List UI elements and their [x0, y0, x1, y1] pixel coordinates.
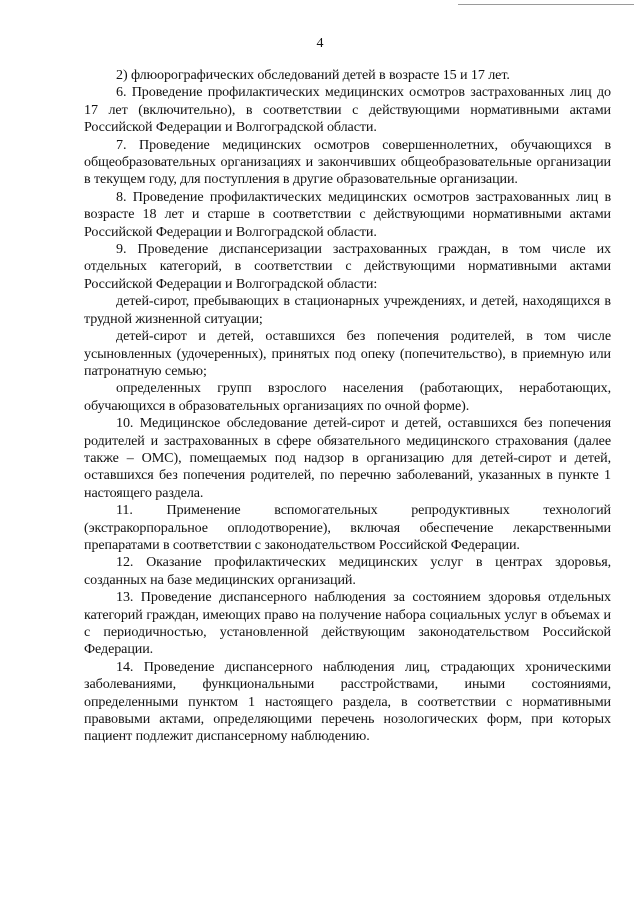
- paragraph-item-14: 14. Проведение диспансерного наблюдения лиц, страдающих хроническими заболеваниями, функциональными расстройствами, иными состояниями, определенными пунктом 1 настоящего раздела, в соответствии с нормативными правовыми актами, определяющими перечень нозологических форм, при которых пациент подлежит диспансерному наблюдению.: [84, 658, 611, 745]
- paragraph-item-9-adults: определенных групп взрослого населения (работающих, неработающих, обучающихся в образовательных организациях по очной форме).: [84, 380, 611, 414]
- paragraph-item-9: 9. Проведение диспансеризации застрахованных граждан, в том числе их отдельных категорий, в соответствии с действующими нормативными актами Российской Федерации и Волгоградской области:: [84, 241, 611, 292]
- paragraph-item-9-adopted: детей-сирот и детей, оставшихся без попечения родителей, в том числе усыновленных (удочеренных), принятых под опеку (попечительство), в приемную или патронатную семью;: [84, 328, 611, 379]
- paragraph-item-9-orphans: детей-сирот, пребывающих в стационарных учреждениях, и детей, находящихся в трудной жизненной ситуации;: [84, 293, 611, 327]
- header-rule: [458, 4, 634, 5]
- paragraph-item-12: 12. Оказание профилактических медицинских услуг в центрах здоровья, созданных на базе медицинских организаций.: [84, 554, 611, 588]
- paragraph-item-7: 7. Проведение медицинских осмотров совершеннолетних, обучающихся в общеобразовательных организациях и закончивших общеобразовательные организации в текущем году, для поступления в другие образовательные организации.: [84, 136, 611, 188]
- paragraph-fluorography: 2) флюорографических обследований детей в возрасте 15 и 17 лет.: [116, 67, 510, 83]
- paragraph-item-6: 6. Проведение профилактических медицинских осмотров застрахованных лиц до 17 лет (включительно), в соответствии с действующими нормативными актами Российской Федерации и Волгоградской области.: [84, 84, 611, 136]
- paragraph-item-8: 8. Проведение профилактических медицинских осмотров застрахованных лиц в возрасте 18 лет и старше в соответствии с действующими нормативными актами Российской Федерации и Волгоградской области.: [84, 188, 611, 240]
- paragraph-item-10: 10. Медицинское обследование детей-сирот и детей, оставшихся без попечения родителей и застрахованных в сфере обязательного медицинского страхования (далее также – ОМС), помещаемых под надзор в организацию для детей-сирот и детей, оставшихся без попечения родителей, по перечню заболеваний, указанных в пункте 1 настоящего раздела.: [84, 415, 611, 501]
- paragraph-item-13: 13. Проведение диспансерного наблюдения за состоянием здоровья отдельных категорий граждан, имеющих право на получение набора социальных услуг в объемах и с периодичностью, установленной действующим законодательством Российской Федерации.: [84, 589, 611, 658]
- paragraph-item-11: 11. Применение вспомогательных репродуктивных технологий (экстракорпоральное оплодотворение), включая обеспечение лекарственными препаратами в соответствии с законодательством Российской Федерации.: [84, 502, 611, 553]
- document-body: [84, 67, 611, 746]
- page-number: 4: [316, 36, 324, 51]
